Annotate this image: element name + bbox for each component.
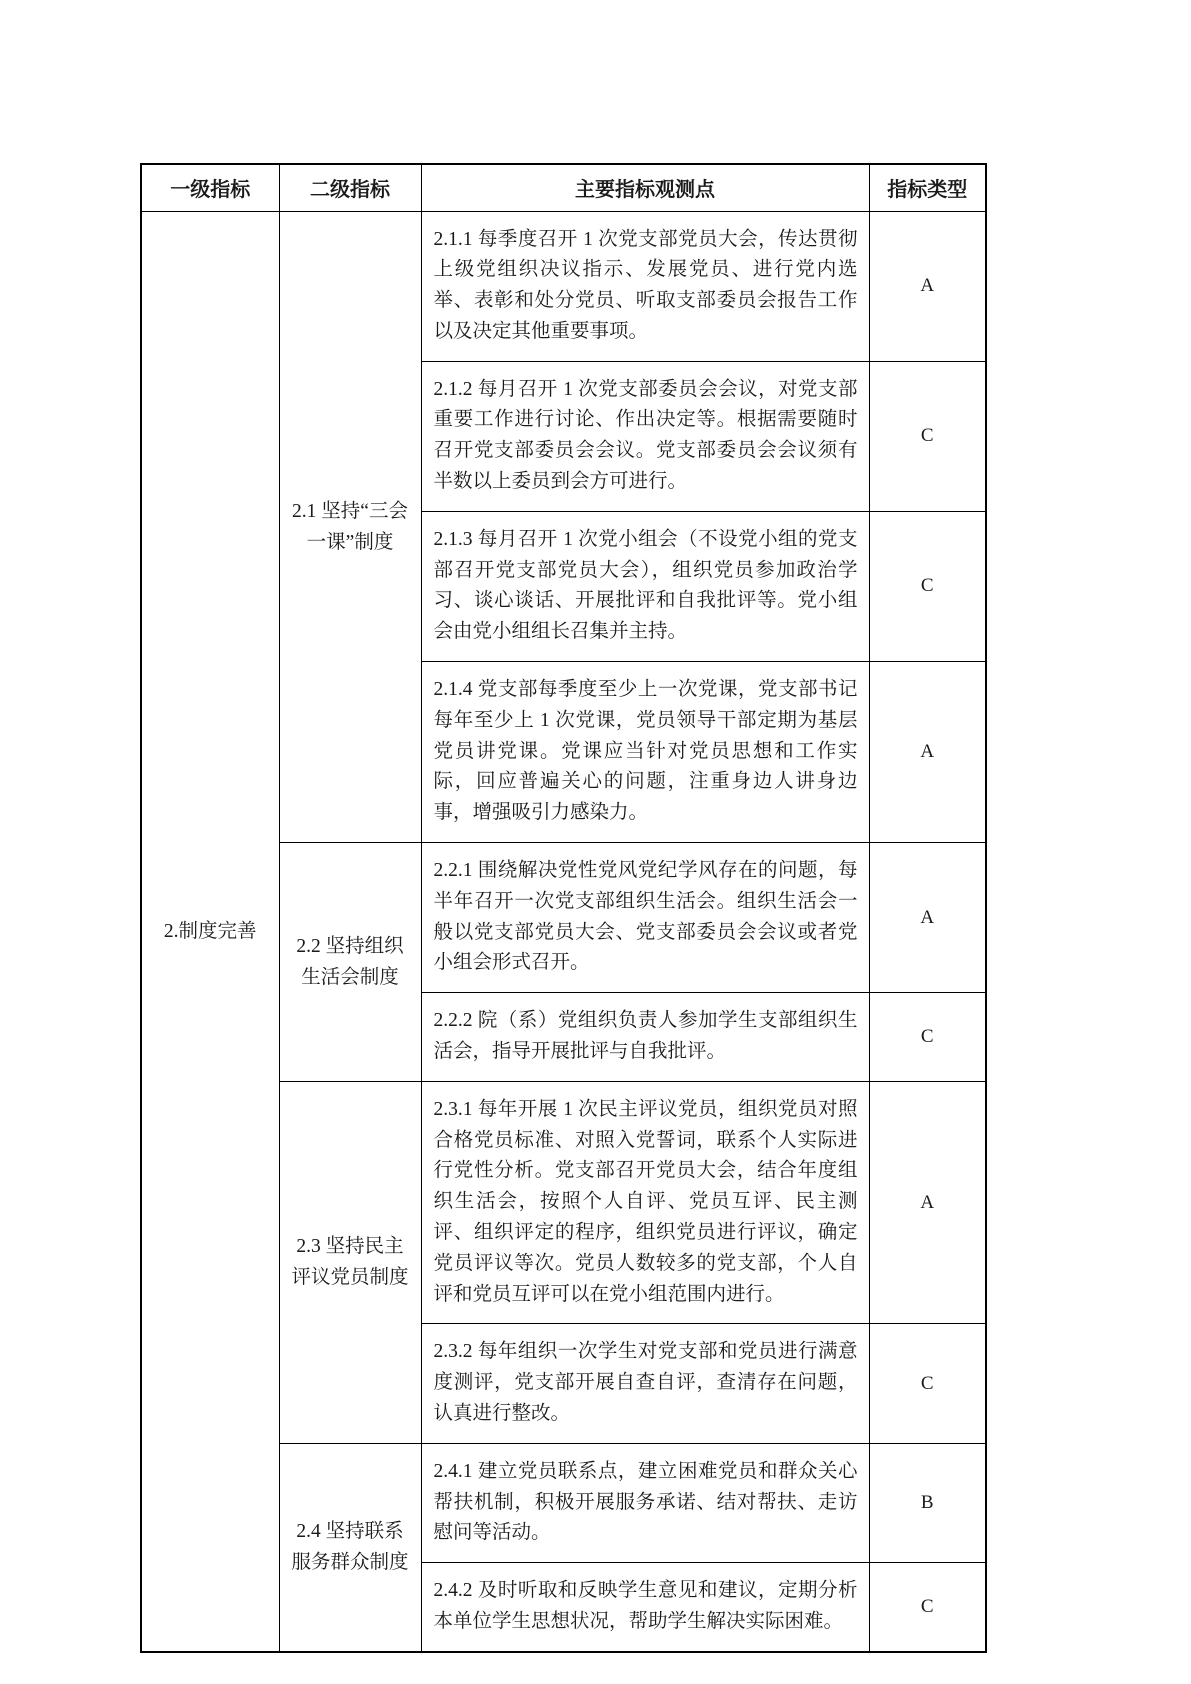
- header-level2-indicator: 二级指标: [279, 164, 421, 211]
- indicator-type-cell-2-2-1: A: [869, 843, 986, 993]
- level2-indicator-cell-2-2: 2.2 坚持组织生活会制度: [279, 843, 421, 1082]
- indicator-type-cell-2-4-2: C: [869, 1563, 986, 1652]
- observation-point-cell-2-4-1: 2.4.1 建立党员联系点，建立困难党员和群众关心帮扶机制，积极开展服务承诺、结对帮扶、走访慰问等活动。: [421, 1443, 869, 1562]
- observation-point-cell-2-4-2: 2.4.2 及时听取和反映学生意见和建议，定期分析本单位学生思想状况，帮助学生解决实际困难。: [421, 1563, 869, 1652]
- indicator-type-cell-2-2-2: C: [869, 993, 986, 1082]
- table-row: [141, 211, 986, 361]
- indicator-type-cell-2-4-1: B: [869, 1443, 986, 1562]
- header-observation-points: 主要指标观测点: [421, 164, 869, 211]
- indicator-type-cell-2-1-4: A: [869, 662, 986, 843]
- indicator-type-cell-2-1-1: A: [869, 211, 986, 361]
- indicator-type-cell-2-1-2: C: [869, 361, 986, 511]
- observation-point-cell-2-2-1: 2.2.1 围绕解决党性党风党纪学风存在的问题，每半年召开一次党支部组织生活会。组织生活会一般以党支部党员大会、党支部委员会会议或者党小组会形式召开。: [421, 843, 869, 993]
- level1-indicator-cell: 2.制度完善: [141, 211, 279, 1652]
- header-indicator-type: 指标类型: [869, 164, 986, 211]
- level2-indicator-cell-2-3: 2.3 坚持民主评议党员制度: [279, 1081, 421, 1443]
- observation-point-cell-2-3-1: 2.3.1 每年开展 1 次民主评议党员，组织党员对照合格党员标准、对照入党誓词，联系个人实际进行党性分析。党支部召开党员大会，结合年度组织生活会，按照个人自评、党员互评、民主测评、组织评定的程序，组织党员进行评议，确定党员评议等次。党员人数较多的党支部，个人自评和党员互评可以在党小组范围内进行。: [421, 1081, 869, 1324]
- indicator-type-cell-2-3-1: A: [869, 1081, 986, 1324]
- table-header-row: [141, 164, 986, 211]
- observation-point-cell-2-1-4: 2.1.4 党支部每季度至少上一次党课，党支部书记每年至少上 1 次党课，党员领导干部定期为基层党员讲党课。党课应当针对党员思想和工作实际，回应普遍关心的问题，注重身边人讲身边事，增强吸引力感染力。: [421, 662, 869, 843]
- level2-indicator-cell-2-1: 2.1 坚持“三会一课”制度: [279, 211, 421, 843]
- header-level1-indicator: 一级指标: [141, 164, 279, 211]
- indicator-table: [140, 163, 987, 1653]
- observation-point-cell-2-2-2: 2.2.2 院（系）党组织负责人参加学生支部组织生活会，指导开展批评与自我批评。: [421, 993, 869, 1082]
- indicator-type-cell-2-1-3: C: [869, 511, 986, 661]
- level2-indicator-cell-2-4: 2.4 坚持联系服务群众制度: [279, 1443, 421, 1651]
- indicator-type-cell-2-3-2: C: [869, 1324, 986, 1443]
- observation-point-cell-2-1-2: 2.1.2 每月召开 1 次党支部委员会会议，对党支部重要工作进行讨论、作出决定等。根据需要随时召开党支部委员会会议。党支部委员会会议须有半数以上委员到会方可进行。: [421, 361, 869, 511]
- observation-point-cell-2-1-3: 2.1.3 每月召开 1 次党小组会（不设党小组的党支部召开党支部党员大会），组织党员参加政治学习、谈心谈话、开展批评和自我批评等。党小组会由党小组组长召集并主持。: [421, 511, 869, 661]
- observation-point-cell-2-3-2: 2.3.2 每年组织一次学生对党支部和党员进行满意度测评，党支部开展自查自评，查清存在问题，认真进行整改。: [421, 1324, 869, 1443]
- observation-point-cell-2-1-1: 2.1.1 每季度召开 1 次党支部党员大会，传达贯彻上级党组织决议指示、发展党员、进行党内选举、表彰和处分党员、听取支部委员会报告工作以及决定其他重要事项。: [421, 211, 869, 361]
